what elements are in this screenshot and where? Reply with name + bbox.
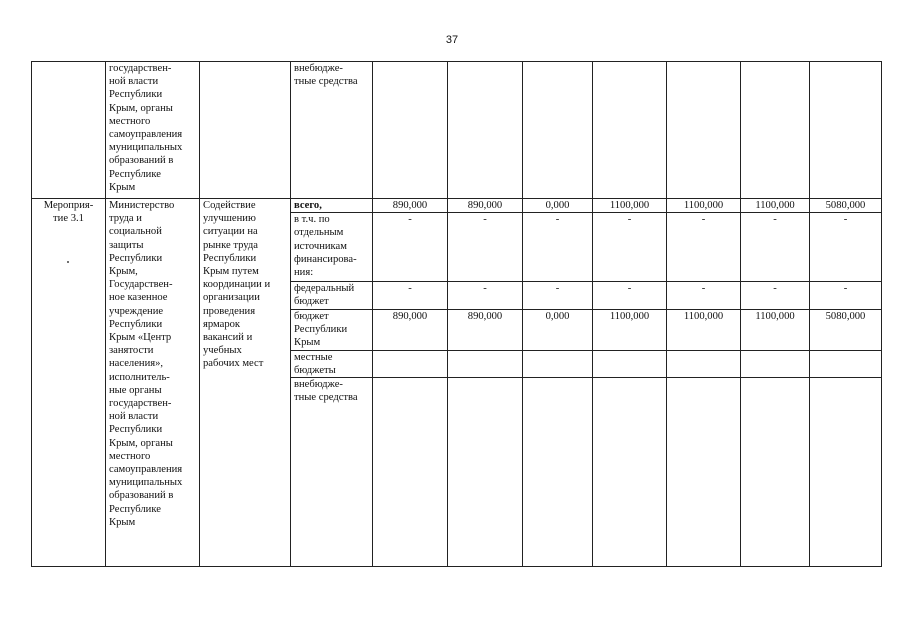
value-cell: - [667, 282, 741, 309]
activity-description-cell: Содействие улучшению ситуации на рынке труда Республики Крым путем координации и организации проведения ярмарок вакансий и учебных рабочих мест [200, 199, 291, 567]
value-cell: 890,000 [373, 199, 448, 213]
value-cell [448, 62, 523, 199]
value-cell [810, 378, 882, 567]
value-cell [523, 62, 593, 199]
value-cell [810, 350, 882, 377]
value-cell: 1100,000 [741, 309, 810, 350]
value-cell [741, 62, 810, 199]
value-cell: 890,000 [448, 199, 523, 213]
value-cell: - [810, 282, 882, 309]
activity-executor-cell: Министерство труда и социальной защиты Республики Крым, Государствен- ное казенное учреждение Республики Крым «Центр занятости населения», исполнитель- ные органы государствен- ной власти Республики Крым, органы местного самоуправления муниципальных образований в Республике Крым [106, 199, 200, 567]
funding-source-label: всего, [291, 199, 373, 213]
value-cell [448, 378, 523, 567]
continuation-activity-cell [32, 62, 106, 199]
value-cell: 1100,000 [593, 309, 667, 350]
value-cell: - [448, 213, 523, 282]
value-cell: 890,000 [448, 309, 523, 350]
value-cell: - [373, 213, 448, 282]
value-cell: - [810, 213, 882, 282]
value-cell [373, 350, 448, 377]
value-cell [523, 378, 593, 567]
value-cell: - [593, 213, 667, 282]
value-cell [523, 350, 593, 377]
value-cell [667, 378, 741, 567]
value-cell: - [593, 282, 667, 309]
activity-name-cell: Мероприя- тие 3.1 [32, 199, 106, 567]
funding-source-label: бюджет Республики Крым [291, 309, 373, 350]
value-cell: - [448, 282, 523, 309]
value-cell [593, 62, 667, 199]
funding-row-total [32, 199, 882, 213]
value-cell [810, 62, 882, 199]
value-cell: 1100,000 [667, 199, 741, 213]
value-cell: - [373, 282, 448, 309]
funding-source-label: в т.ч. по отдельным источникам финансирова- ния: [291, 213, 373, 282]
value-cell: 1100,000 [741, 199, 810, 213]
value-cell: - [741, 213, 810, 282]
value-cell: - [523, 282, 593, 309]
value-cell: 5080,000 [810, 309, 882, 350]
value-cell [448, 350, 523, 377]
continuation-row [32, 62, 882, 199]
value-cell [741, 350, 810, 377]
value-cell [667, 350, 741, 377]
value-cell: - [741, 282, 810, 309]
continuation-description-cell [200, 62, 291, 199]
value-cell [593, 378, 667, 567]
value-cell: 1100,000 [593, 199, 667, 213]
continuation-source-cell: внебюдже- тные средства [291, 62, 373, 199]
funding-source-label: местные бюджеты [291, 350, 373, 377]
value-cell: 890,000 [373, 309, 448, 350]
continuation-executor-cell: государствен- ной власти Республики Крым, органы местного самоуправления муниципальных образований в Республике Крым [106, 62, 200, 199]
value-cell [741, 378, 810, 567]
value-cell: 0,000 [523, 309, 593, 350]
value-cell: 5080,000 [810, 199, 882, 213]
value-cell: - [523, 213, 593, 282]
value-cell [667, 62, 741, 199]
value-cell [593, 350, 667, 377]
value-cell: 1100,000 [667, 309, 741, 350]
value-cell: - [667, 213, 741, 282]
funding-source-label: федеральный бюджет [291, 282, 373, 309]
budget-table [31, 61, 882, 567]
funding-source-label: внебюдже- тные средства [291, 378, 373, 567]
value-cell: 0,000 [523, 199, 593, 213]
page-number: 37 [445, 34, 459, 46]
value-cell [373, 62, 448, 199]
value-cell [373, 378, 448, 567]
